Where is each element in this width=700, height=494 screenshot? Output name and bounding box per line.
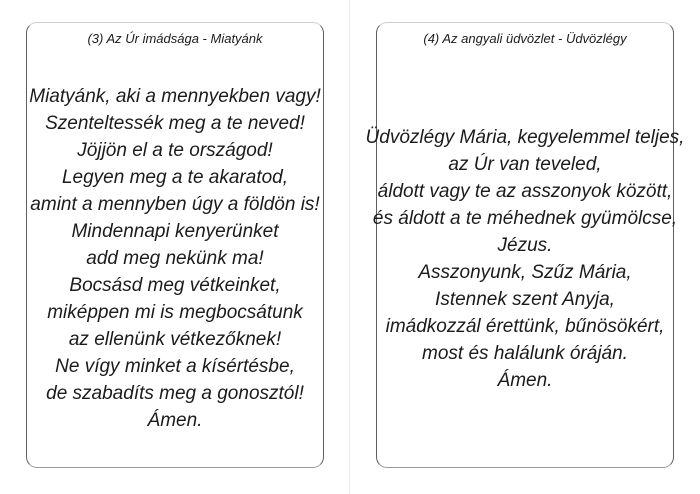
prayer-line: Miatyánk, aki a mennyekben vagy! — [29, 86, 321, 107]
prayer-line: miképpen mi is megbocsátunk — [47, 302, 303, 323]
prayer-card-miatyank — [26, 22, 324, 468]
prayer-line: imádkozzál érettünk, bűnösökért, — [385, 315, 665, 337]
prayer-line: add meg nekünk ma! — [86, 248, 264, 269]
prayer-line: Legyen meg a te akaratod, — [61, 167, 289, 188]
prayer-line: Ne vígy minket a kísértésbe, — [55, 356, 295, 377]
prayer-line: Asszonyunk, Szűz Mária, — [418, 261, 632, 283]
prayer-line: de szabadíts meg a gonosztól! — [46, 383, 304, 404]
prayer-line: áldott vagy te az asszonyok között, — [377, 180, 673, 202]
page-cut-line — [349, 0, 350, 494]
card-title: (4) Az angyali üdvözlet - Üdvözlégy — [423, 31, 627, 46]
prayer-line: az ellenünk vétkezőknek! — [68, 329, 282, 350]
prayer-line: Ámen. — [147, 410, 203, 431]
prayer-line: Jöjjön el a te országod! — [77, 140, 273, 161]
prayer-line: most és halálunk óráján. — [422, 342, 628, 364]
prayer-text-block — [365, 48, 685, 467]
card-title: (3) Az Úr imádsága - Miatyánk — [87, 31, 263, 46]
prayer-line: Szenteltessék meg a te neved! — [45, 113, 305, 134]
prayer-line: és áldott a te méhednek gyümölcse, — [372, 207, 678, 229]
prayer-line: az Úr van teveled, — [448, 153, 602, 175]
prayer-card-udvozlegy — [365, 22, 685, 468]
prayer-line: Mindennapi kenyerünket — [71, 221, 279, 242]
prayer-line: Istennek szent Anyja, — [435, 288, 615, 310]
prayer-line: amint a mennyben úgy a földön is! — [30, 194, 320, 215]
prayer-line: Üdvözlégy Mária, kegyelemmel teljes, — [365, 126, 685, 148]
prayer-line: Ámen. — [497, 369, 553, 391]
prayer-text-block — [27, 48, 323, 467]
prayer-line: Jézus. — [497, 234, 553, 256]
prayer-line: Bocsásd meg vétkeinket, — [69, 275, 281, 296]
